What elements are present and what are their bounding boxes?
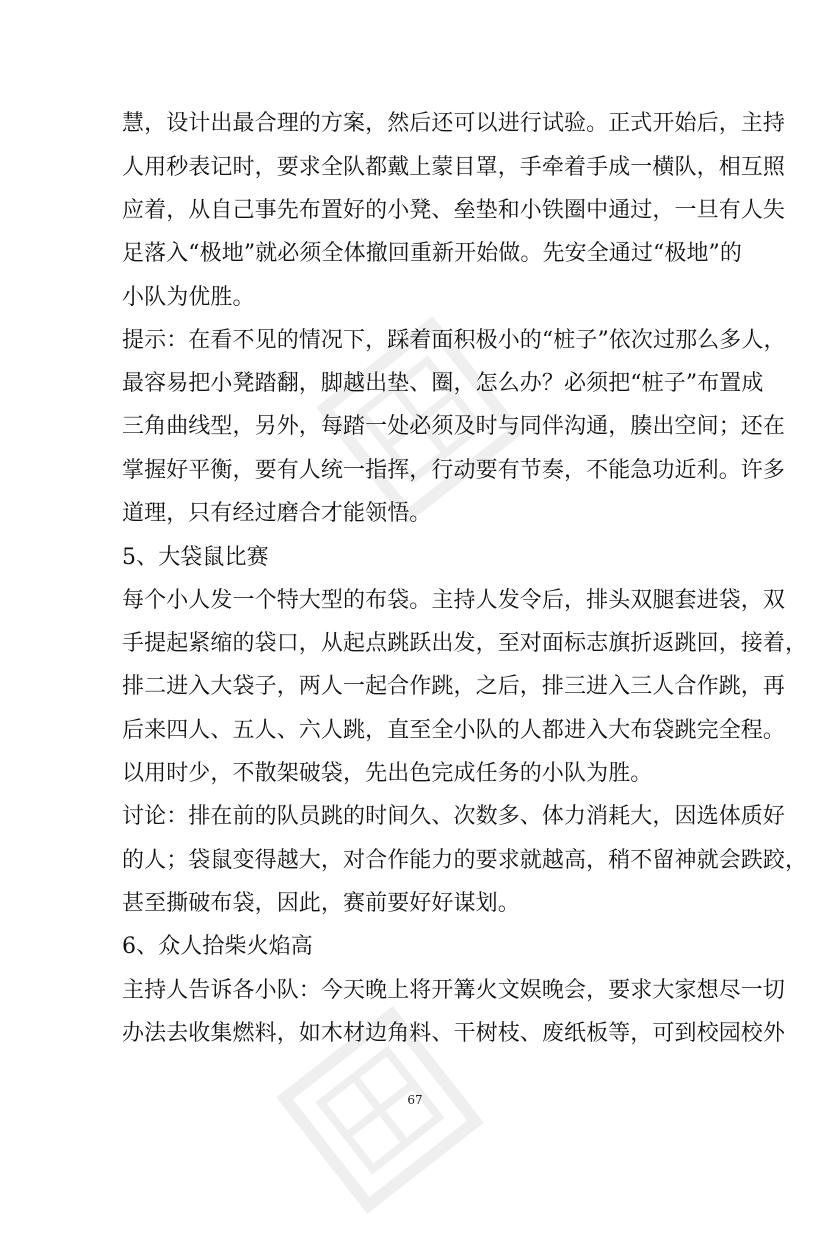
body-text-line: 手提起紧缩的袋口，从起点跳跃出发，至对面标志旗折返跳回，接着， — [122, 631, 808, 656]
body-text-line: 小队为优胜。 — [122, 285, 255, 310]
section-heading: 6、众人拾柴火焰高 — [122, 934, 313, 959]
tip-text-line: 最容易把小凳踏翻，脚越出垫、圈，怎么办？必须把“桩子”布置成 — [122, 371, 764, 396]
tip-text-line: 三角曲线型，另外，每踏一处必须及时与同伴沟通，腠出空间；还在 — [122, 414, 786, 439]
body-text-line: 办法去收集燃料，如木材边角料、干树枝、废纸板等，可到校园校外 — [122, 1021, 786, 1046]
discussion-text-line: 甚至撕破布袋，因此，赛前要好好谋划。 — [122, 891, 520, 916]
tip-text-line: 道理，只有经过磨合才能领悟。 — [122, 501, 432, 526]
section-heading: 5、大袋鼠比赛 — [122, 545, 269, 570]
tip-text-line: 掌握好平衡，要有人统一指挥，行动要有节奏，不能急功近利。许多 — [122, 458, 786, 483]
page-number: 67 — [407, 1093, 423, 1107]
body-text-line: 应着，从自己事先布置好的小凳、垒垫和小铁圈中通过，一旦有人失 — [122, 198, 786, 223]
body-text-line: 慧，设计出最合理的方案，然后还可以进行试验。正式开始后，主持 — [122, 111, 786, 136]
discussion-text-line: 讨论：排在前的队员跳的时间久、次数多、体力消耗大，因选体质好 — [122, 804, 786, 829]
body-text-line: 主持人告诉各小队：今天晚上将开篝火文娱晚会，要求大家想尽一切 — [122, 978, 786, 1003]
body-text-line: 人用秒表记时，要求全队都戴上蒙目罩，手牵着手成一横队，相互照 — [122, 155, 786, 180]
body-text-line: 排二进入大袋子，两人一起合作跳，之后，排三进入三人合作跳，再 — [122, 674, 786, 699]
body-text-line: 后来四人、五人、六人跳，直至全小队的人都进入大布袋跳完全程。 — [122, 718, 786, 743]
discussion-text-line: 的人；袋鼠变得越大，对合作能力的要求就越高，稍不留神就会跌跤， — [122, 848, 808, 873]
body-text-line: 足落入“极地”就必须全体撤回重新开始做。先安全通过“极地”的 — [122, 241, 742, 266]
tip-text-line: 提示：在看不见的情况下，踩着面积极小的“桩子”依次过那么多人， — [122, 328, 786, 353]
body-text-line: 每个小人发一个特大型的布袋。主持人发令后，排头双腿套进袋，双 — [122, 588, 786, 613]
body-text-line: 以用时少，不散架破袋，先出色完成任务的小队为胜。 — [122, 761, 653, 786]
